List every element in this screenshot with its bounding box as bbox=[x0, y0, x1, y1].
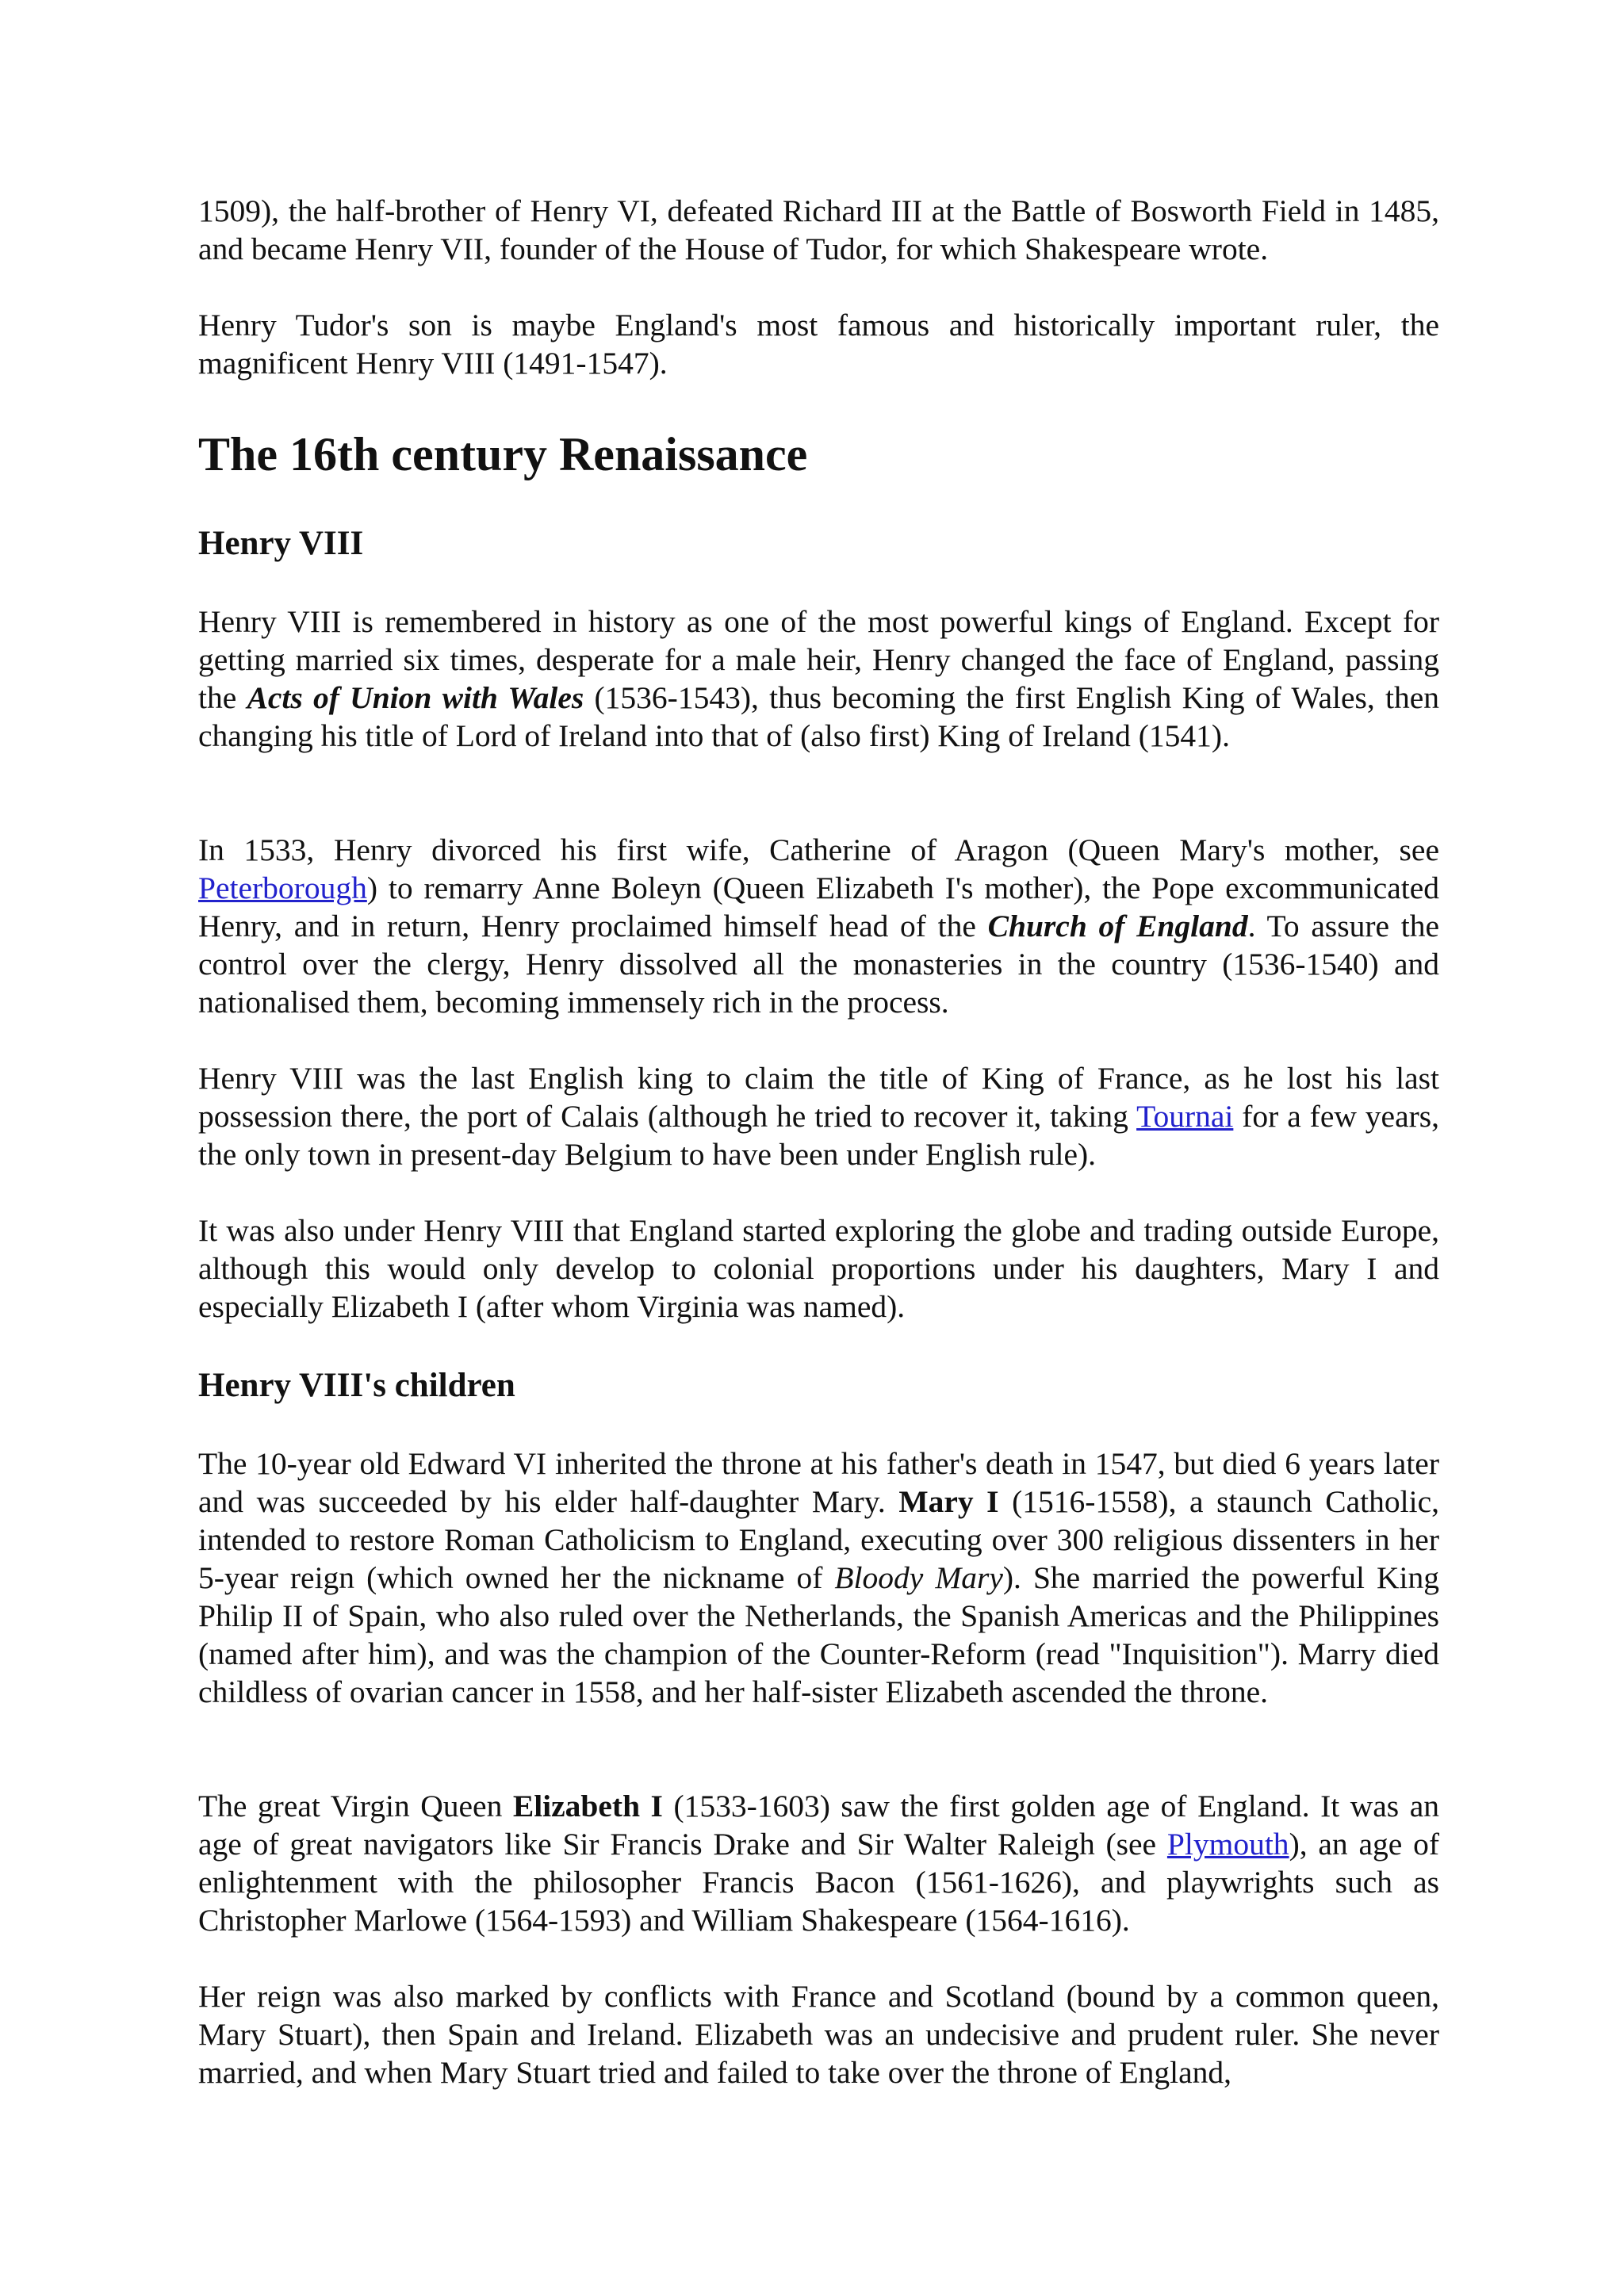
heading-henry-viii: Henry VIII bbox=[198, 525, 364, 562]
church-of-england-emphasis: Church of England bbox=[987, 909, 1248, 943]
mary-i-emphasis: Mary I bbox=[898, 1484, 999, 1519]
section-title: The 16th century Renaissance bbox=[198, 428, 808, 480]
paragraph-king-of-france: Henry VIII was the last English king to claim the title of King of France, as he lost his last possession there, the port of Calais (although he tried to recover it, taking Tournai for a few years, the only town in present-day Belgium to have been under English rule). bbox=[198, 1061, 1440, 1172]
acts-of-union-emphasis: Acts of Union with Wales bbox=[247, 680, 584, 715]
elizabeth-i-emphasis: Elizabeth I bbox=[512, 1789, 663, 1823]
paragraph-exploring-globe: It was also under Henry VIII that England started exploring the globe and trading outside Europe, although this would only develop to colonial proportions under his daughters, Mary I and especially Elizabeth I (after whom Virginia was named). bbox=[198, 1213, 1439, 1324]
paragraph-elizabeth-i: The great Virgin Queen Elizabeth I (1533-1603) saw the first golden age of England. It was an age of great navigators like Sir Francis Drake and Sir Walter Raleigh (see Plymouth), an age of enlightenment with the philosopher Francis Bacon (1561-1626), and playwrights such as Christopher Marlowe (1564-1593) and William Shakespeare (1564-1616). bbox=[198, 1789, 1440, 1938]
paragraph-elizabeth-reign: Her reign was also marked by conflicts with France and Scotland (bound by a common queen, Mary Stuart), then Spain and Ireland. Elizabeth was an undecisive and prudent ruler. She never married, and when Mary Stuart tried and failed to take over the throne of England, bbox=[198, 1979, 1439, 2090]
paragraph-henry-viii-powerful: Henry VIII is remembered in history as one of the most powerful kings of England. Except for getting married six times, desperate for a male heir, Henry changed the face of England, passing the Acts of Union with Wales (1536-1543), thus becoming the first English King of Wales, then changing his title of Lord of Ireland into that of (also first) King of Ireland (1541). bbox=[198, 604, 1439, 753]
paragraph-henry-divorce: In 1533, Henry divorced his first wife, Catherine of Aragon (Queen Mary's mother, see Peterborough) to remarry Anne Boleyn (Queen Elizabeth I's mother), the Pope excommunicated Henry, and in return, Henry proclaimed himself head of the Church of England. To assure the control over the clergy, Henry dissolved all the monasteries in the country (1536-1540) and nationalised them, becoming immensely rich in the process. bbox=[198, 832, 1439, 1020]
peterborough-link[interactable]: Peterborough bbox=[198, 871, 367, 905]
paragraph-edward-mary: The 10-year old Edward VI inherited the throne at his father's death in 1547, but died 6 years later and was succeeded by his elder half-daughter Mary. Mary I (1516-1558), a staunch Catholic, intended to restore Roman Catholicism to England, executing over 300 religious dissenters in her 5-year reign (which owned her the nickname of Bloody Mary). She married the powerful King Philip II of Spain, who also ruled over the Netherlands, the Spanish Americas and the Philippines (named after him), and was the champion of the Counter-Reform (read "Inquisition"). Marry died childless of ovarian cancer in 1558, and her half-sister Elizabeth ascended the throne. bbox=[198, 1446, 1440, 1709]
plymouth-link[interactable]: Plymouth bbox=[1166, 1827, 1289, 1862]
tournai-link[interactable]: Tournai bbox=[1136, 1099, 1234, 1134]
paragraph-tudor-intro: 1509), the half-brother of Henry VI, defeated Richard III at the Battle of Bosworth Field in 1485, and became Henry VII, founder of the House of Tudor, for which Shakespeare wrote. bbox=[198, 193, 1439, 266]
paragraph-henry-tudor-son: Henry Tudor's son is maybe England's most famous and historically important ruler, the magnificent Henry VIII (1491-1547). bbox=[198, 308, 1439, 381]
heading-henry-viii-children: Henry VIII's children bbox=[198, 1367, 515, 1404]
bloody-mary-emphasis: Bloody Mary bbox=[834, 1560, 1003, 1595]
